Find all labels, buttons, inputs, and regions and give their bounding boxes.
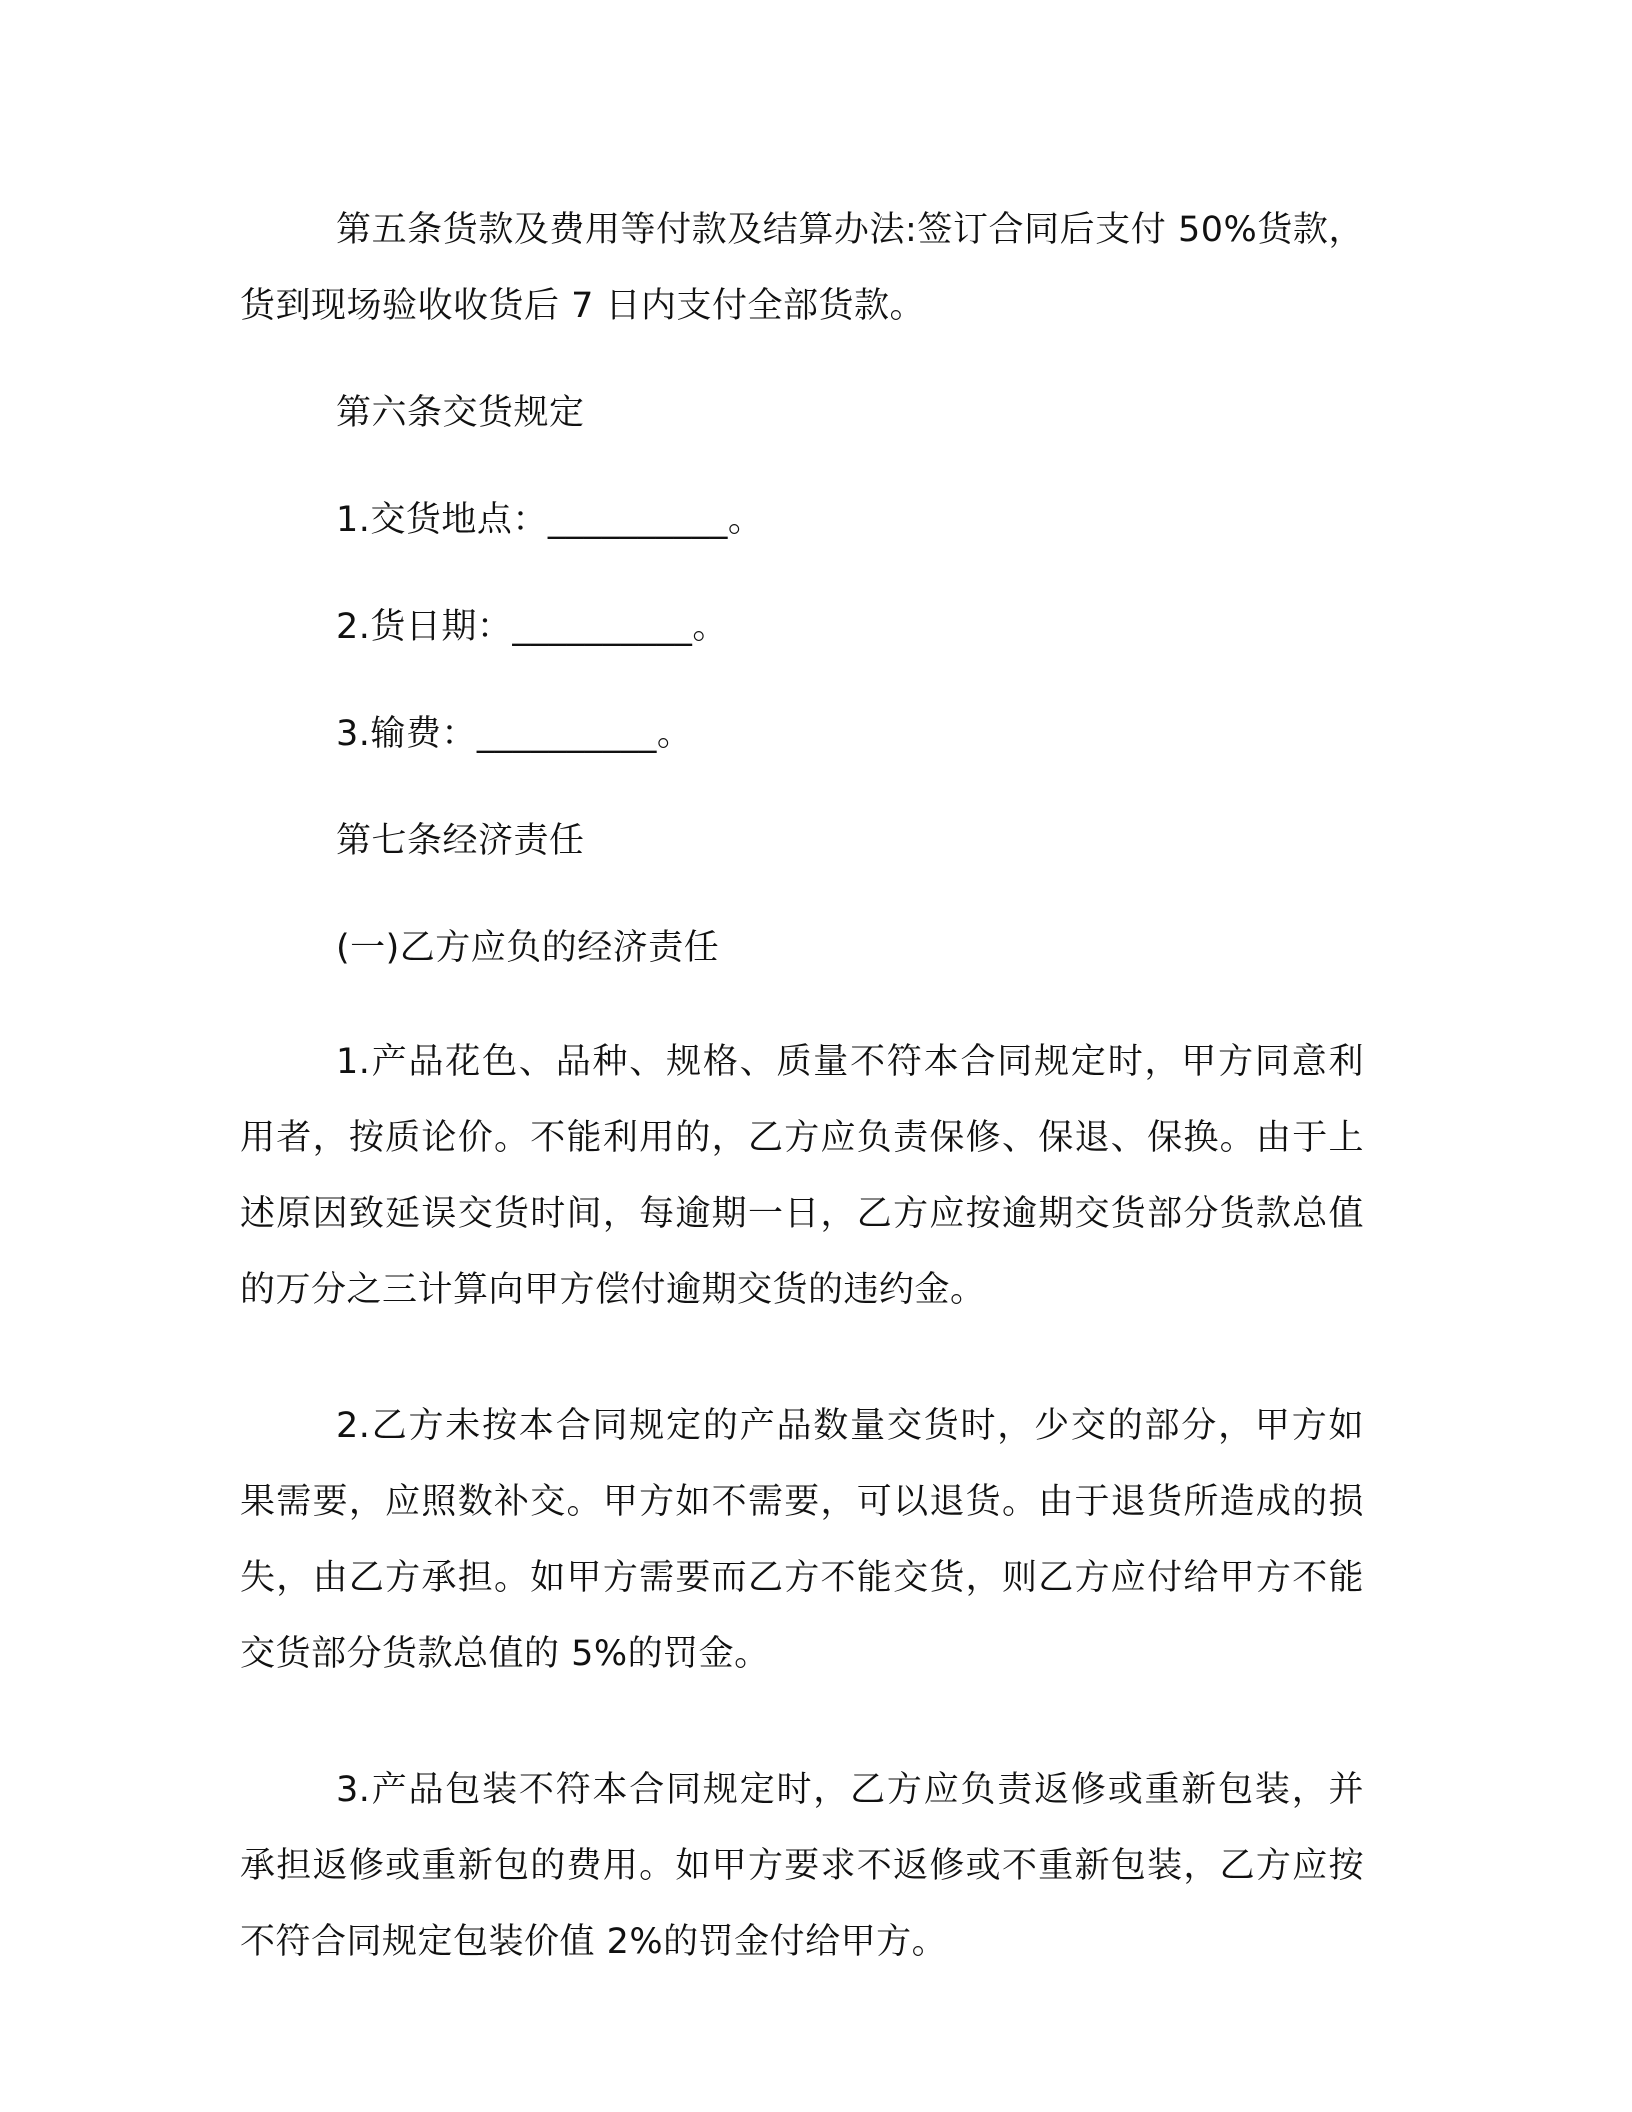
article-7-heading: 第七条经济责任 [336, 821, 585, 861]
document-body [240, 192, 1364, 1980]
article-5-payment-terms: 第五条货款及费用等付款及结算办法:签订合同后支付 50%货款，货到现场验收收货后 7 日内支付全部货款。 [240, 210, 1364, 326]
liability-clause-2: 2.乙方未按本合同规定的产品数量交货时，少交的部分，甲方如果需要，应照数补交。甲方如不需要，可以退货。由于退货所造成的损失，由乙方承担。如甲方需要而乙方不能交货，则乙方应付给甲方不能交货部分货款总值的 5%的罚金。 [240, 1406, 1364, 1674]
transport-fee-line: 3.输费：__________。 [336, 714, 693, 754]
delivery-location-line: 1.交货地点：__________。 [336, 500, 764, 540]
delivery-date-line: 2.货日期：__________。 [336, 607, 728, 647]
party-b-liability-heading: (一)乙方应负的经济责任 [336, 928, 720, 968]
liability-clause-3: 3.产品包装不符本合同规定时，乙方应负责返修或重新包装，并承担返修或重新包的费用。如甲方要求不返修或不重新包装，乙方应按不符合同规定包装价值 2%的罚金付给甲方。 [240, 1770, 1364, 1962]
article-6-heading: 第六条交货规定 [336, 393, 585, 433]
liability-clause-1: 1.产品花色、品种、规格、质量不符本合同规定时，甲方同意利用者，按质论价。不能利用的，乙方应负责保修、保退、保换。由于上述原因致延误交货时间，每逾期一日，乙方应按逾期交货部分货款总值的万分之三计算向甲方偿付逾期交货的违约金。 [240, 1042, 1364, 1310]
